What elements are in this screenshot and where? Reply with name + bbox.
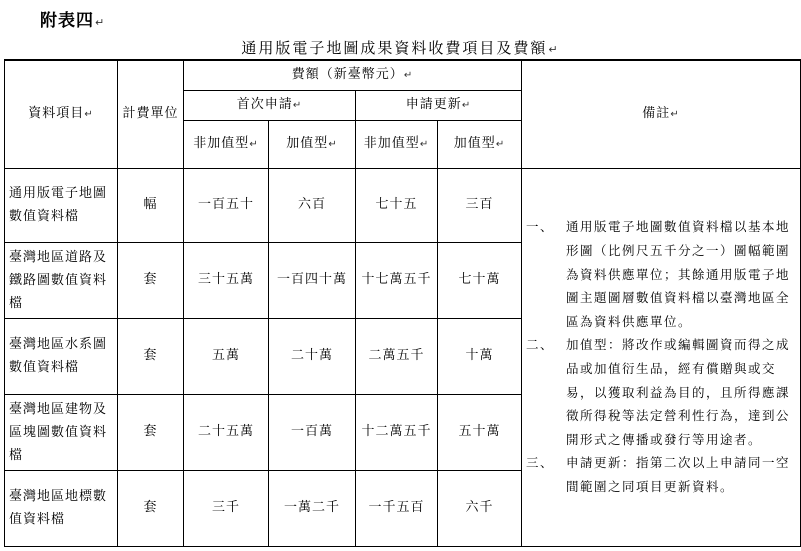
row-first-va-cell — [269, 168, 356, 242]
row-renew-non-va-cell — [356, 242, 438, 318]
table-title — [0, 37, 801, 58]
row-unit-cell — [118, 394, 184, 470]
header-renew-non-va-cell — [356, 120, 438, 168]
header-renew-apply: 申請更新 — [405, 96, 462, 112]
header-amount-cell — [184, 60, 522, 90]
row-first-va-cell — [269, 318, 356, 394]
header-first-va-cell — [269, 120, 356, 168]
row-first-non-va-cell — [184, 394, 269, 470]
row-renew-va-cell — [438, 394, 522, 470]
row-first-non-va: 五萬 — [211, 348, 240, 363]
header-first-va: 加值型 — [286, 135, 329, 151]
table-row — [5, 168, 801, 242]
row-unit: 幅 — [143, 197, 158, 212]
row-renew-va: 五十萬 — [458, 424, 501, 439]
header-first-non-va-cell — [184, 120, 269, 168]
row-unit: 套 — [143, 500, 158, 515]
header-item: 資料項目 — [28, 105, 85, 121]
header-unit-cell — [118, 60, 184, 168]
row-unit: 套 — [143, 348, 158, 363]
paragraph-mark: ↵ — [495, 138, 506, 150]
row-first-non-va: 一百五十 — [197, 197, 254, 212]
note-number: 三、 — [526, 455, 555, 471]
header-amount: 費額（新臺幣元） — [291, 66, 404, 82]
note-item — [526, 215, 796, 333]
row-first-va-cell — [269, 394, 356, 470]
row-first-va-cell — [269, 242, 356, 318]
row-item: 臺灣地區水系圖數值資料檔 — [9, 337, 108, 375]
row-renew-non-va: 十二萬五千 — [361, 424, 432, 439]
row-renew-va-cell — [438, 242, 522, 318]
fee-table — [4, 59, 801, 547]
note-item — [526, 451, 796, 498]
row-item-cell — [5, 168, 118, 242]
paragraph-mark: ↵ — [249, 138, 259, 150]
paragraph-mark: ↵ — [548, 43, 560, 56]
row-renew-va-cell — [438, 318, 522, 394]
row-item-cell — [5, 394, 118, 470]
header-unit: 計費單位 — [122, 106, 179, 122]
row-renew-non-va: 十七萬五千 — [361, 272, 432, 287]
row-item-cell — [5, 318, 118, 394]
header-row-1 — [5, 60, 801, 90]
paragraph-mark: ↵ — [419, 138, 430, 150]
row-renew-va: 三百 — [465, 197, 494, 212]
header-notes-cell — [522, 60, 801, 168]
paragraph-mark: ↵ — [403, 69, 414, 81]
note-text: 通用版電子地圖數值資料檔以基本地形圖（比例尺五千分之一）圖幅範圍為資料供應單位；其餘通用版電子地圖主題圖層數值資料檔以臺灣地區全區為資料供應單位。 — [566, 219, 791, 329]
row-item-cell — [5, 242, 118, 318]
note-item — [526, 333, 796, 451]
row-unit: 套 — [143, 424, 158, 439]
paragraph-mark: ↵ — [95, 16, 106, 29]
row-renew-va: 七十萬 — [458, 272, 501, 287]
row-item: 臺灣地區建物及區塊圖數值資料檔 — [9, 401, 108, 463]
paragraph-mark: ↵ — [84, 108, 94, 120]
row-first-va-cell — [269, 470, 356, 546]
header-first-apply-cell — [184, 90, 356, 120]
row-first-non-va-cell — [184, 168, 269, 242]
table-title-text: 通用版電子地圖成果資料收費項目及費額 — [241, 39, 548, 57]
row-renew-non-va-cell — [356, 470, 438, 546]
row-renew-va: 十萬 — [465, 348, 494, 363]
header-renew-non-va: 非加值型 — [363, 135, 420, 151]
row-first-non-va-cell — [184, 470, 269, 546]
row-item: 通用版電子地圖數值資料檔 — [9, 186, 108, 224]
row-first-non-va-cell — [184, 242, 269, 318]
row-unit-cell — [118, 168, 184, 242]
notes-cell — [522, 168, 801, 546]
row-renew-non-va-cell — [356, 318, 438, 394]
row-unit-cell — [118, 470, 184, 546]
header-renew-apply-cell — [356, 90, 522, 120]
row-item-cell — [5, 470, 118, 546]
row-unit-cell — [118, 318, 184, 394]
row-first-va: 一百四十萬 — [276, 272, 347, 287]
row-item: 臺灣地區地標數值資料檔 — [9, 489, 108, 527]
appendix-heading — [40, 6, 105, 31]
row-first-non-va: 三千 — [211, 500, 240, 515]
row-first-non-va: 三十五萬 — [197, 272, 254, 287]
header-item-cell — [5, 60, 118, 168]
header-renew-va: 加值型 — [453, 135, 496, 151]
paragraph-mark: ↵ — [292, 99, 303, 111]
header-first-non-va: 非加值型 — [193, 135, 250, 151]
row-renew-non-va-cell — [356, 394, 438, 470]
row-renew-va-cell — [438, 470, 522, 546]
paragraph-mark: ↵ — [670, 108, 680, 120]
row-renew-va: 六千 — [465, 500, 494, 515]
row-renew-non-va: 二萬五千 — [368, 348, 425, 363]
paragraph-mark: ↵ — [328, 138, 338, 150]
row-first-va: 二十萬 — [290, 348, 333, 363]
row-first-va: 一萬二千 — [283, 500, 340, 515]
header-renew-va-cell — [438, 120, 522, 168]
row-renew-non-va-cell — [356, 168, 438, 242]
header-first-apply: 首次申請 — [236, 96, 293, 112]
row-renew-non-va: 七十五 — [375, 197, 418, 212]
row-renew-non-va: 一千五百 — [368, 500, 425, 515]
header-notes: 備註 — [642, 105, 671, 121]
note-text: 加值型：將改作或編輯圖資而得之成品或加值衍生品，經有償贈與或交易，以獲取利益為目的，且所得應課徵所得稅等法定營利性行為，達到公開形式之傳播或發行等用途者。 — [566, 337, 791, 447]
paragraph-mark: ↵ — [461, 99, 472, 111]
appendix-heading-text: 附表四 — [40, 11, 94, 31]
row-first-va: 一百萬 — [290, 424, 333, 439]
row-unit: 套 — [143, 272, 158, 287]
note-text: 申請更新：指第二次以上申請同一空間範圍之同項目更新資料。 — [566, 455, 791, 494]
row-first-non-va-cell — [184, 318, 269, 394]
note-number: 二、 — [526, 337, 555, 353]
row-item: 臺灣地區道路及鐵路圖數值資料檔 — [9, 249, 108, 311]
row-unit-cell — [118, 242, 184, 318]
row-first-non-va: 二十五萬 — [197, 424, 254, 439]
row-renew-va-cell — [438, 168, 522, 242]
note-number: 一、 — [526, 219, 555, 235]
row-first-va: 六百 — [297, 197, 326, 212]
